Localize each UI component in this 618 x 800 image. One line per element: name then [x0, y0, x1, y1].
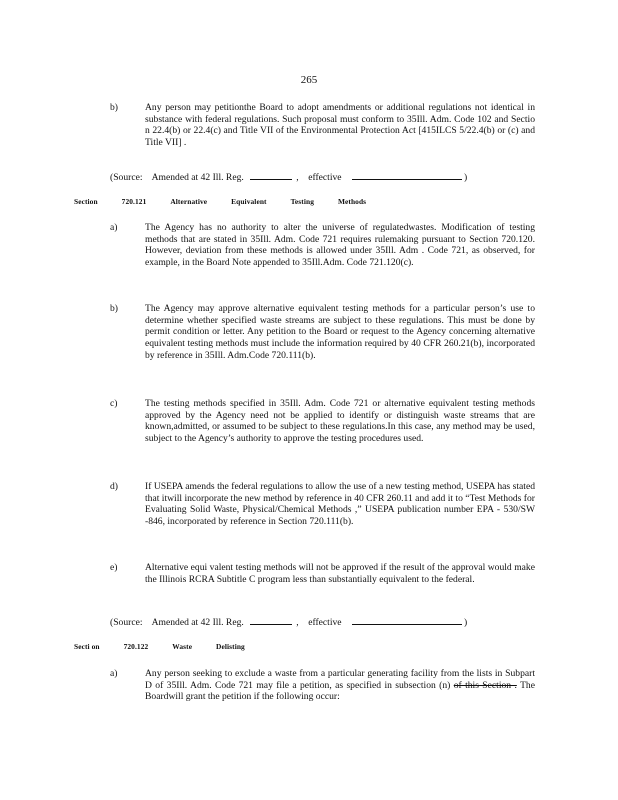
item-label: c)	[110, 398, 118, 409]
section-title-word: Testing	[290, 197, 314, 206]
section-heading-720-122	[74, 642, 267, 651]
section-title-word: Equivalent	[231, 197, 267, 206]
section-word: Secti on	[74, 642, 100, 651]
date-blank	[352, 171, 462, 180]
paragraph-e-alternative: Alternative equi valent testing methods will not be approved if the result of the approval would make the Illinois RCRA Subtitle C program less than substantially equivalent to the federal.	[145, 562, 535, 585]
source-close: )	[463, 172, 468, 183]
section-number: 720.121	[121, 197, 147, 206]
section-title-word: Alternative	[170, 197, 208, 206]
page-number: 265	[300, 74, 318, 86]
source-close: )	[463, 617, 468, 628]
source-prefix: (Source:	[110, 172, 143, 183]
source-amended: Amended at 42 Ill. Reg.	[151, 617, 244, 628]
source-note	[110, 616, 467, 628]
section-heading-720-121	[74, 197, 388, 206]
paragraph-a-delisting	[145, 668, 535, 703]
reg-blank	[250, 616, 292, 625]
source-amended: Amended at 42 Ill. Reg.	[151, 172, 244, 183]
delisting-text-after: The Boardwill grant the petition if the following occur:	[145, 679, 535, 703]
delisting-text-before: Any person seeking to exclude a waste from a particular generating facility from the lists in Subpart D of 35Ill. Adm. Code 721 may file a petition, as specified in subsection (n)	[145, 668, 535, 691]
source-effective: effective	[308, 172, 342, 183]
paragraph-b-approve: The Agency may approve alternative equivalent testing methods for a particular person’s use to determine whether specified waste streams are subject to these regulations. This must be done by permit condition or letter. Any petition to the Board or request to the Agency concerning alternative equivalent testing methods must include the information required by 40 CFR 260.21(b), incorporated by reference in 35Ill. Adm.Code 720.111(b).	[145, 303, 535, 361]
item-label: a)	[110, 222, 118, 233]
paragraph-c-testing: The testing methods specified in 35Ill. Adm. Code 721 or alternative equivalent testing methods approved by the Agency need not be applied to identify or distinguish waste streams that are known,admitted, or assumed to be subject to these regulations.In this case, any method may be used, subject to the Agency’s authority to approve the testing procedures used.	[145, 398, 535, 445]
item-label: d)	[110, 481, 118, 492]
section-title-word: Waste	[172, 642, 193, 651]
section-number: 720.122	[123, 642, 149, 651]
reg-blank	[250, 171, 292, 180]
item-label: b)	[110, 303, 118, 314]
source-effective: effective	[308, 617, 342, 628]
item-label: a)	[110, 668, 118, 679]
source-note	[110, 171, 467, 183]
date-blank	[352, 616, 462, 625]
paragraph-d-usepa: If USEPA amends the federal regulations to allow the use of a new testing method, USEPA has stated that itwill incorporate the new method by reference in 40 CFR 260.11 and add it to “Test Methods for Evaluating Solid Waste, Physical/Chemical Methods ,” USEPA publication number EPA - 530/SW -846, incorporated by reference in Section 720.111(b).	[145, 481, 535, 528]
source-prefix: (Source:	[110, 617, 143, 628]
paragraph-b-amendments: Any person may petitionthe Board to adopt amendments or additional regulations not identical in substance with federal regulations. Such proposal must conform to 35Ill. Adm. Code 102 and Sectio n 22.4(b) or 22.4(c) and Title VII of the Environmental Protection Act [415ILCS 5/22.4(b) or (c) and Title VII] .	[145, 102, 535, 149]
item-label: e)	[110, 562, 118, 573]
struck-text: of this Section .	[453, 679, 517, 691]
section-title-word: Methods	[337, 197, 367, 206]
paragraph-a-authority: The Agency has no authority to alter the universe of regulatedwastes. Modification of testing methods that are stated in 35Ill. Adm. Code 721 requires rulemaking pursuant to Section 720.120. However, deviation from these methods is allowed under 35Ill. Adm . Code 721, as observed, for example, in the Board Note appended to 35Ill.Adm. Code 721.120(c).	[145, 222, 535, 269]
source-comma: ,	[296, 172, 299, 183]
item-label: b)	[110, 102, 118, 113]
section-word: Section	[74, 197, 98, 206]
section-title-word: Delisting	[216, 642, 245, 651]
source-comma: ,	[296, 617, 299, 628]
